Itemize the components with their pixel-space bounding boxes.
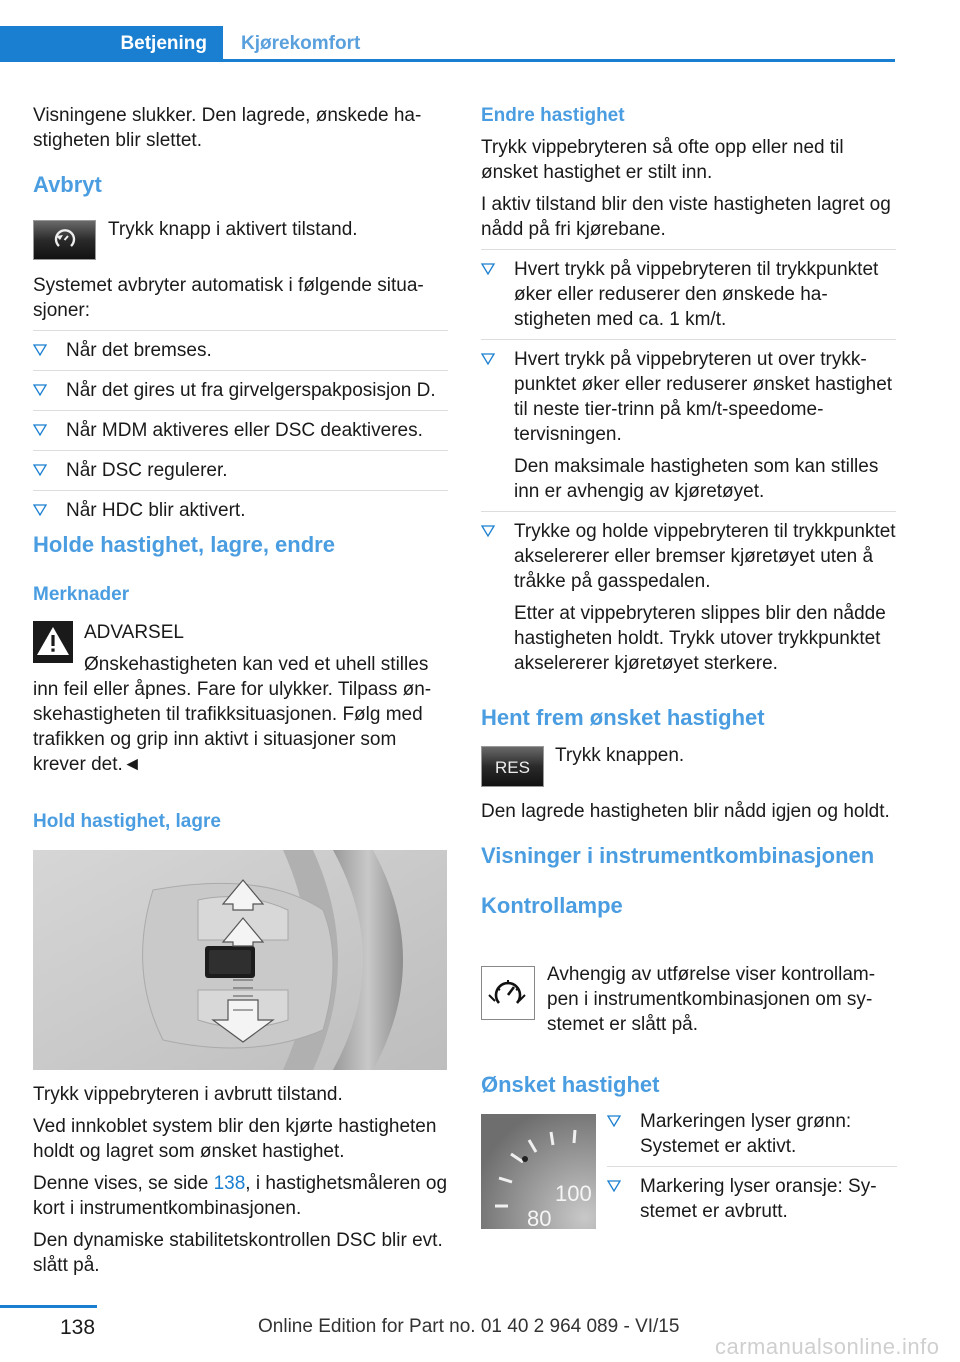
list-item: Når det gires ut fra girvelgerspakposisjon D. [33,378,448,403]
bullet-divider [33,330,448,331]
kontroll-text: Avhengig av utførelse viser kontrollampen i instrumentkombinasjonen om systemet er slått på. [547,964,876,1035]
triangle-bullet-icon [33,383,47,397]
edition-text: Online Edition for Part no. 01 40 2 964 089 - VI/15 [258,1316,680,1337]
endre-p2: I aktiv tilstand blir den viste hastigheten lagret og nådd på fri kjørebane. [481,194,891,240]
heading-kontrollampe: Kontrollampe [481,893,623,918]
list-item: Hvert trykk på vippebryteren til trykkpunktet øker eller reduserer den ønskede hastigheten med ca. 1 km/t. [481,257,896,332]
footer-rule [0,1305,97,1308]
cruise-control-indicator-icon [481,966,535,1020]
after-image-text: Trykk vippebryteren i avbrutt tilstand. [33,1084,343,1105]
heading-hent: Hent frem ønsket hastighet [481,705,765,730]
heading-onsket: Ønsket hastighet [481,1072,660,1097]
right-column [481,103,896,683]
list-item: Markering lyser oransje: Systemet er avbrutt. [607,1174,897,1224]
steering-wheel-illustration [33,850,447,1070]
heading-avbryt: Avbryt [33,172,102,197]
list-item: Når HDC blir aktivert. [33,498,448,523]
gauge-label-80: 80 [527,1206,552,1229]
left-column [33,103,448,199]
endre-p1: Trykk vippebryteren så ofte opp eller ned til ønsket hastighet er stilt inn. [481,137,844,183]
page-link[interactable]: 138 [213,1173,246,1194]
page-number: 138 [60,1316,96,1339]
page-header [0,0,960,62]
speedometer-image [481,1114,596,1229]
list-item: Markeringen lyser grønn: Systemet er aktivt. [607,1109,897,1159]
tab-kjorekomfort[interactable]: Kjørekomfort [241,33,361,54]
list-item: Hvert trykk på vippebryteren ut over trykkpunktet øker eller reduserer ønsket hastighet til neste tier-trinn på km/t-speedometervisningen. Den maksimale hastigheten som kan stilles inn er avhengig av kjøretøyet. [481,347,896,504]
warning-title: ADVARSEL [84,622,184,643]
intro-text: Visningene slukker. Den lagrede, ønskede hastigheten blir slettet. [33,105,422,151]
list-item: Når DSC regulerer. [33,458,448,483]
avbryt-text: Trykk knapp i aktivert tilstand. [108,219,358,240]
paragraph-2: Ved innkoblet system blir den kjørte hastigheten holdt og lagret som ønsket hastighet. [33,1116,437,1162]
list-item: Når MDM aktiveres eller DSC deaktiveres. [33,418,448,443]
paragraph-4: Den dynamiske stabilitetskontrollen DSC blir evt. slått på. [33,1230,443,1276]
heading-visninger: Visninger i instrumentkombinasjonen [481,843,875,868]
triangle-bullet-icon [33,423,47,437]
triangle-bullet-icon [33,503,47,517]
triangle-bullet-icon [33,343,47,357]
gauge-label-100: 100 [555,1181,592,1206]
triangle-bullet-icon [33,463,47,477]
triangle-bullet-icon [481,524,495,538]
triangle-bullet-icon [481,352,495,366]
list-item: Når det bremses. [33,338,448,363]
watermark: carmanualsonline.info [715,1334,940,1359]
warning-text: Ønskehastigheten kan ved et uhell stilles inn feil eller åpnes. Fare for ulykker. Tilpass ønskehastigheten til trafikksituasjonen. Følg med trafikken og grip inn aktivt i situasjoner som krever det.◄ [33,654,432,775]
cancel-speed-button-icon [33,220,96,260]
triangle-bullet-icon [607,1114,621,1128]
heading-endre: Endre hastighet [481,105,625,126]
paragraph-3: Denne vises, se side 138, i hastighetsmåleren og kort i instrumentkombinasjonen. [33,1173,448,1219]
res-label: RES [495,758,530,777]
tab-betjening[interactable]: Betjening [0,26,223,62]
header-rule [0,59,895,62]
heading-hold-lagre: Hold hastighet, lagre [33,811,221,832]
triangle-bullet-icon [607,1179,621,1193]
heading-holde: Holde hastighet, lagre, endre [33,532,335,557]
hent-paragraph: Den lagrede hastigheten blir nådd igjen og holdt. [481,801,890,822]
res-button-icon [481,746,544,787]
triangle-bullet-icon [481,262,495,276]
hent-text: Trykk knappen. [555,745,685,766]
heading-merknader: Merknader [33,584,130,605]
list-item: Trykke og holde vippebryteren til trykkpunktet akselererer eller bremser kjøretøyet uten å tråkke på gasspedalen. Etter at vippebryteren slippes blir den nådde hastigheten holdt. Trykk utover trykkpunktet akselererer kjøretøyet sterkere. [481,519,896,676]
system-text: Systemet avbryter automatisk i følgende situasjoner: [33,275,424,321]
